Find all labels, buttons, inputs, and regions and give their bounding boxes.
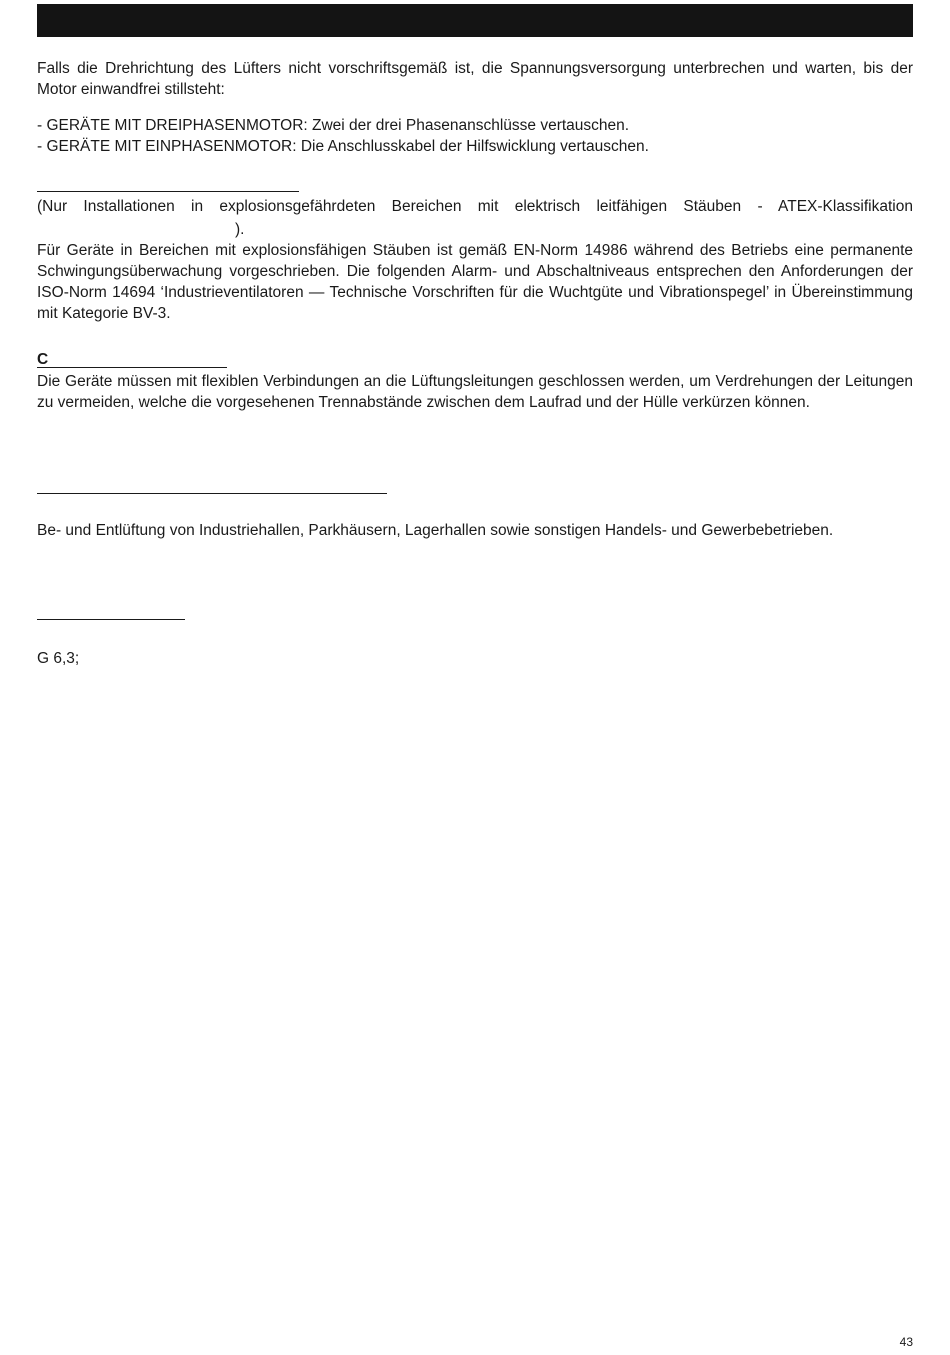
intro-section [37, 58, 913, 100]
section-heading-underline [37, 619, 185, 620]
balancing-value: G 6,3; [37, 650, 80, 667]
application-paragraph: Be- und Entlüftung von Industriehallen, Parkhäusern, Lagerhallen sowie sonstigen Handels- und Gewerbebetrieben. [37, 522, 834, 539]
connection-paragraph: Die Geräte müssen mit flexiblen Verbindungen an die Lüftungsleitungen geschlossen werden, um Verdrehungen der Leitungen zu vermeiden, welche die vorgesehenen Trennabstände zwischen dem Laufrad und der Hülle verkürzen können. [37, 373, 913, 411]
page-number: 43 [899, 1335, 913, 1349]
section-heading-underline [37, 367, 227, 368]
atex-note-line-2: ). [235, 221, 245, 238]
list-item: - GERÄTE MIT EINPHASENMOTOR: Die Anschlusskabel der Hilfswicklung vertauschen. [37, 138, 649, 155]
balancing-section [37, 648, 913, 669]
list-item: - GERÄTE MIT DREIPHASENMOTOR: Zwei der drei Phasenanschlüsse vertauschen. [37, 117, 630, 134]
connection-section [37, 371, 913, 413]
vibration-section [37, 196, 913, 324]
motor-list [37, 115, 913, 157]
application-section [37, 520, 913, 541]
header-bar [37, 4, 913, 37]
intro-paragraph: Falls die Drehrichtung des Lüfters nicht vorschriftsgemäß ist, die Spannungsversorgung unterbrechen und warten, bis der Motor einwandfrei stillsteht: [37, 60, 913, 98]
atex-note-line-1: (Nur Installationen in explosionsgefährdeten Bereichen mit elektrisch leitfähigen Stäuben - ATEX-Klassifikation [37, 198, 913, 215]
section-heading-letter: C [37, 351, 49, 368]
vibration-paragraph: Für Geräte in Bereichen mit explosionsfähigen Stäuben ist gemäß EN-Norm 14986 während des Betriebs eine permanente Schwingungsüberwachung vorgeschrieben. Die folgenden Alarm- und Abschaltniveaus entsprechen den Anforderungen der ISO-Norm 14694 ‘Industrieventilatoren — Technische Vorschriften für die Wuchtgüte und Vibrationspegel’ in Übereinstimmung mit Kategorie BV-3. [37, 242, 913, 322]
section-heading-underline [37, 493, 387, 494]
section-heading-underline [37, 191, 299, 192]
